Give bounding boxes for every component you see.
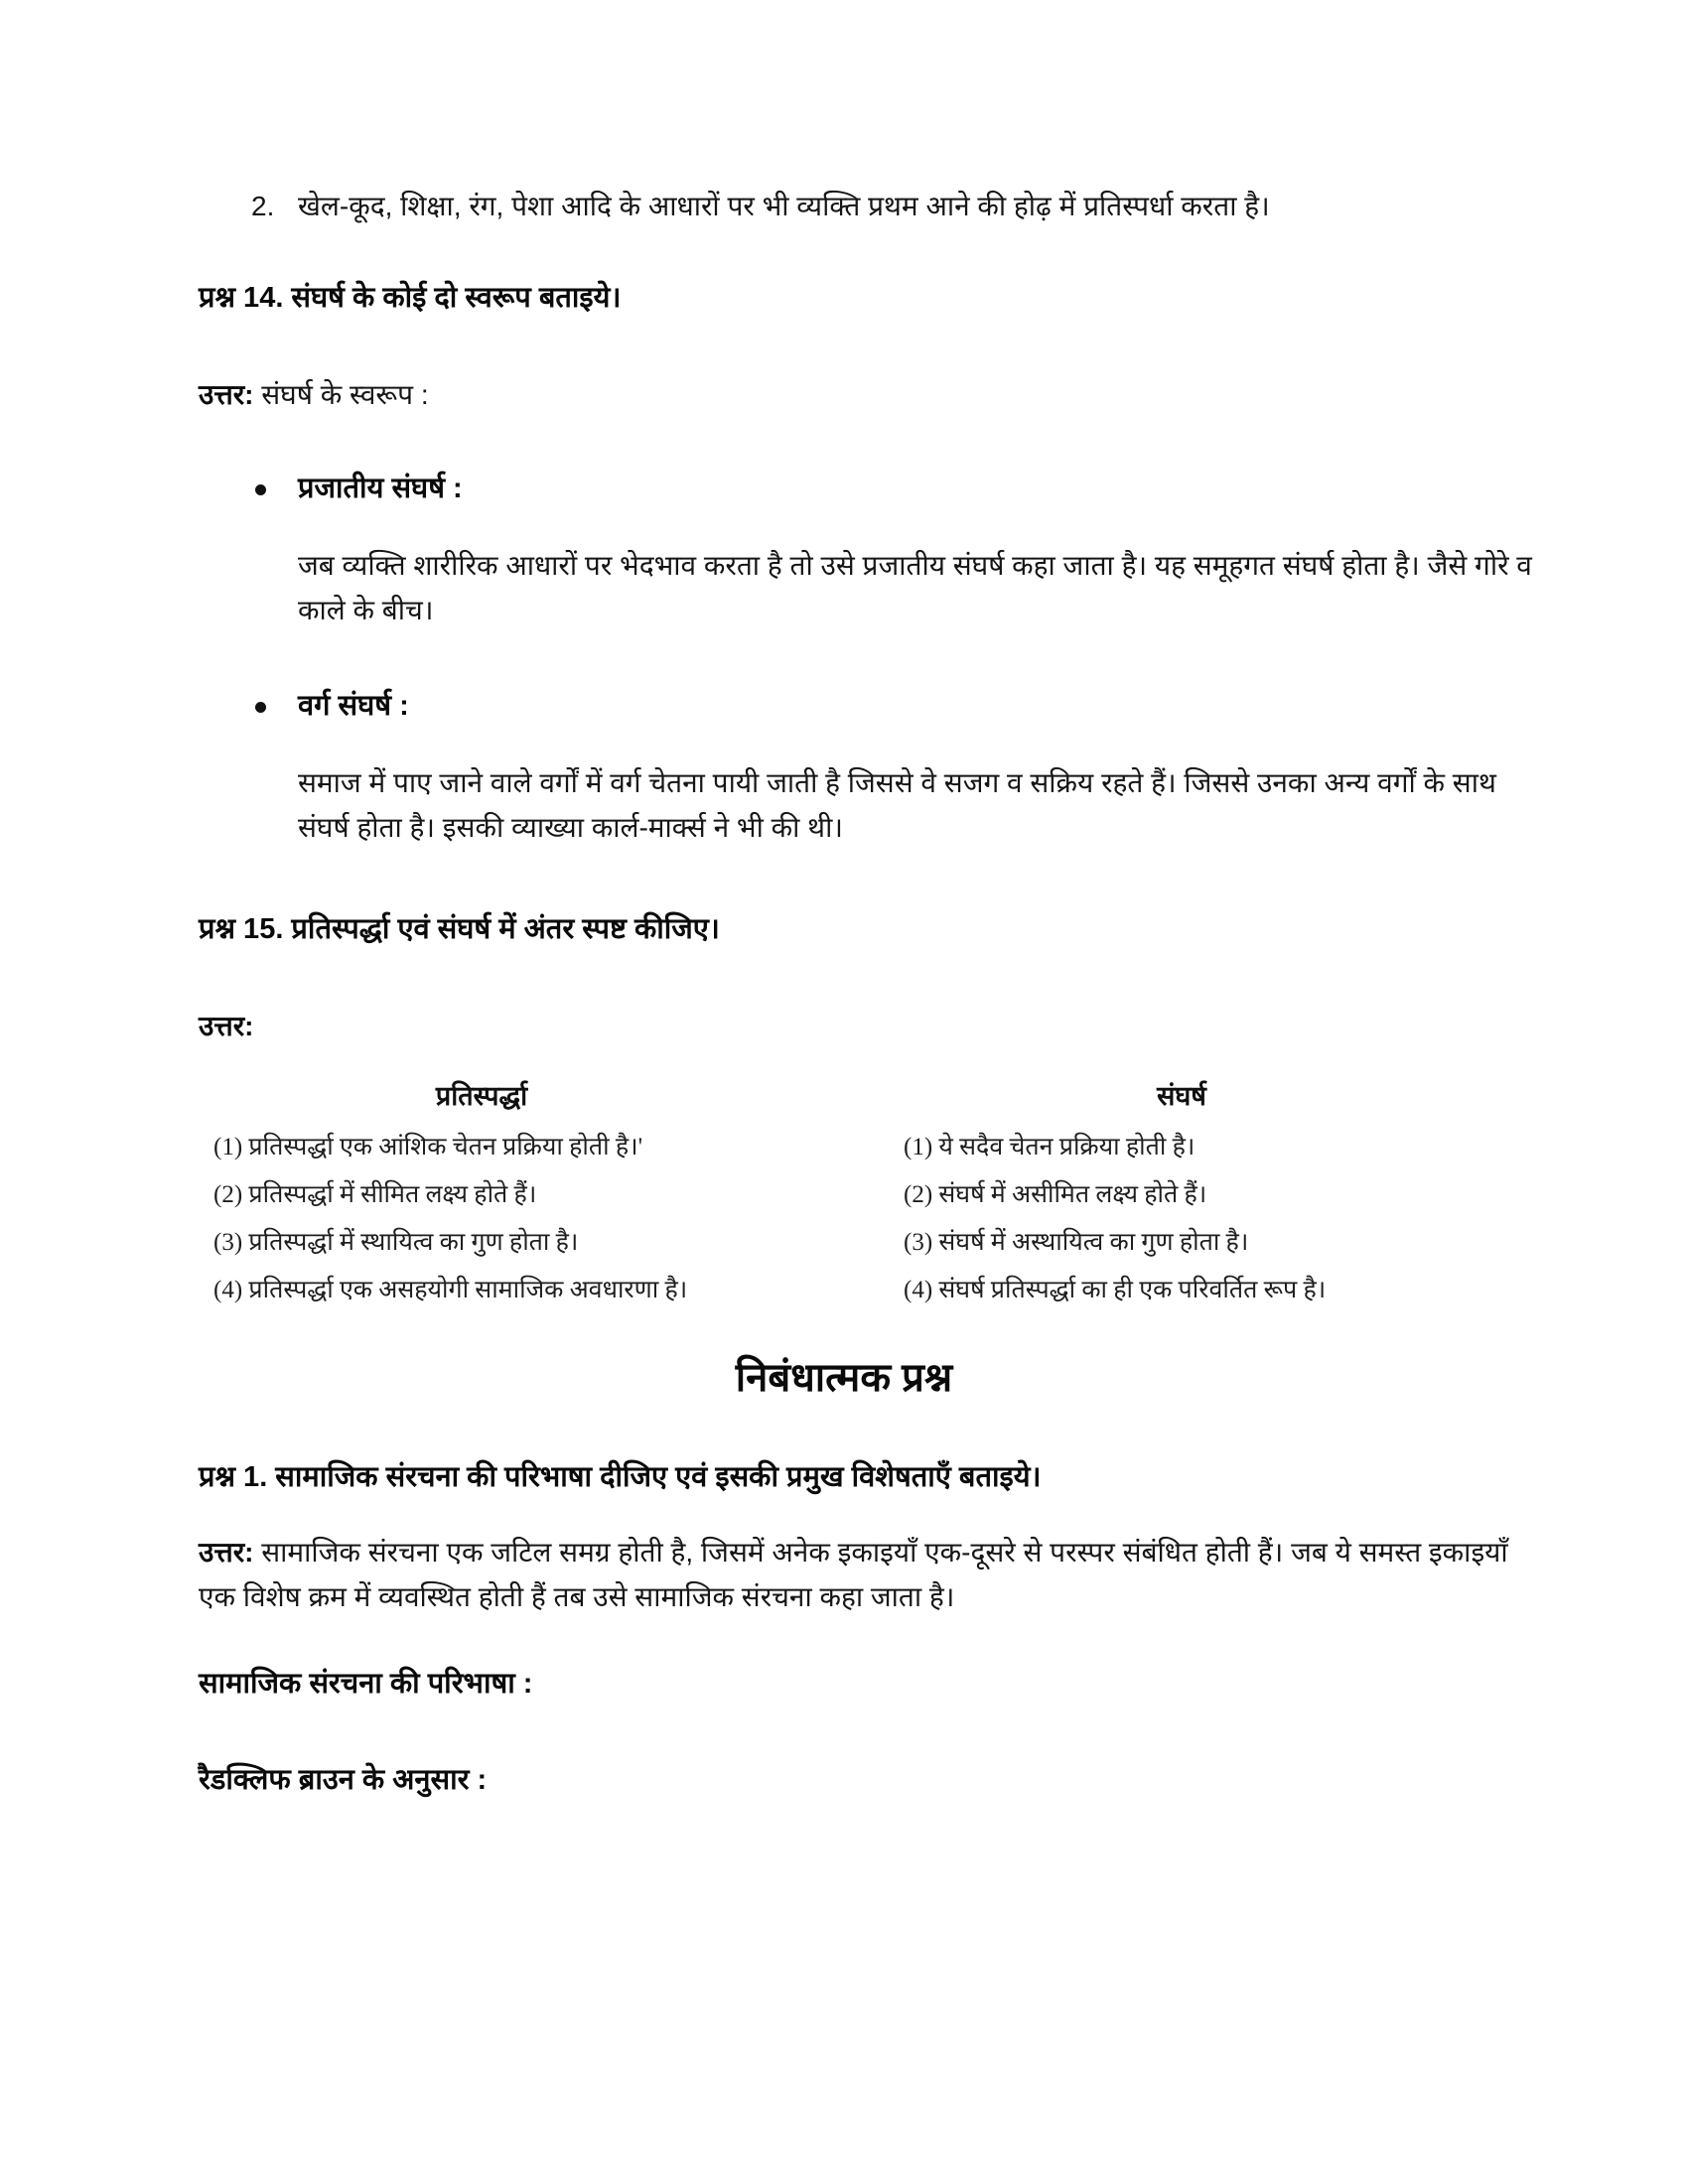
- table-column-competition: [213, 1076, 750, 1320]
- table-row: (1) प्रतिस्पर्द्धा एक आंशिक चेतन प्रक्रिया होती है।': [213, 1134, 643, 1160]
- list-item-number: 2.: [251, 191, 275, 221]
- answer-label: उत्तर:: [199, 1011, 254, 1041]
- table-row: (3) प्रतिस्पर्द्धा में स्थायित्व का गुण होता है।: [213, 1229, 579, 1256]
- table-row: (4) प्रतिस्पर्द्धा एक असहयोगी सामाजिक अवधारणा है।: [213, 1277, 688, 1303]
- comparison-table: [213, 1076, 1534, 1320]
- table-row: (4) संघर्ष प्रतिस्पर्द्धा का ही एक परिवर्तित रूप है।: [904, 1277, 1327, 1303]
- table-column-conflict: [904, 1076, 1460, 1320]
- bullet-icon: [255, 484, 266, 495]
- definition-heading: सामाजिक संरचना की परिभाषा :: [199, 1668, 533, 1700]
- answer-1-paragraph: [199, 1530, 1534, 1619]
- question-14-heading: प्रश्न 14. संघर्ष के कोई दो स्वरूप बताइये।: [199, 282, 622, 314]
- column-header-conflict: संघर्ष: [1157, 1081, 1206, 1111]
- list-item-2: [199, 184, 1534, 228]
- answer-15-line: [199, 1004, 1534, 1048]
- question-15-heading: प्रश्न 15. प्रतिस्पर्द्धा एवं संघर्ष में अंतर स्पष्ट कीजिए।: [199, 913, 720, 945]
- question-1-heading: प्रश्न 1. सामाजिक संरचना की परिभाषा दीजिए एवं इसकी प्रमुख विशेषताएँ बताइये।: [199, 1461, 1042, 1493]
- answer-14-text: संघर्ष के स्वरूप :: [253, 379, 429, 410]
- bullet-item-class-conflict: [199, 684, 1534, 729]
- column-header-competition: प्रतिस्पर्द्धा: [435, 1081, 528, 1111]
- answer-1-text: सामाजिक संरचना एक जटिल समग्र होती है, जिसमें अनेक इकाइयाँ एक-दूसरे से परस्पर संबंधित होती हैं। जब ये समस्त इकाइयाँ एक विशेष क्रम में व्यवस्थित होती हैं तब उसे सामाजिक संरचना कहा जाता है।: [199, 1537, 1508, 1612]
- table-row: (1) ये सदैव चेतन प्रक्रिया होती है।: [904, 1134, 1196, 1160]
- table-row: (3) संघर्ष में अस्थायित्व का गुण होता है।: [904, 1229, 1249, 1256]
- bullet-label: प्रजातीय संघर्ष :: [298, 473, 463, 504]
- radcliffe-brown-heading: रैडक्लिफ ब्राउन के अनुसार :: [199, 1764, 488, 1796]
- table-row: (2) संघर्ष में असीमित लक्ष्य होते हैं।: [904, 1181, 1207, 1208]
- class-conflict-paragraph: समाज में पाए जाने वाले वर्गों में वर्ग चेतना पायी जाती है जिससे वे सजग व सक्रिय रहते हैं। जिससे उनका अन्य वर्गों के साथ संघर्ष होता है। इसकी व्याख्या कार्ल-मार्क्स ने भी की थी।: [298, 767, 1496, 843]
- bullet-label: वर्ग संघर्ष :: [298, 690, 409, 722]
- essay-section-heading: निबंधात्मक प्रश्न: [735, 1356, 953, 1400]
- bullet-item-racial-conflict: [199, 467, 1534, 511]
- racial-conflict-paragraph: जब व्यक्ति शारीरिक आधारों पर भेदभाव करता है तो उसे प्रजातीय संघर्ष कहा जाता है। यह समूहगत संघर्ष होता है। जैसे गोरे व काले के बीच।: [298, 550, 1532, 625]
- list-item-text: खेल-कूद, शिक्षा, रंग, पेशा आदि के आधारों पर भी व्यक्ति प्रथम आने की होढ़ में प्रतिस्पर्धा करता है।: [298, 191, 1270, 221]
- bullet-icon: [255, 702, 266, 713]
- answer-label: उत्तर:: [199, 1537, 254, 1568]
- table-row: (2) प्रतिस्पर्द्धा में सीमित लक्ष्य होते हैं।: [213, 1181, 537, 1208]
- answer-label: उत्तर:: [199, 379, 254, 410]
- answer-14-line: [199, 372, 1534, 417]
